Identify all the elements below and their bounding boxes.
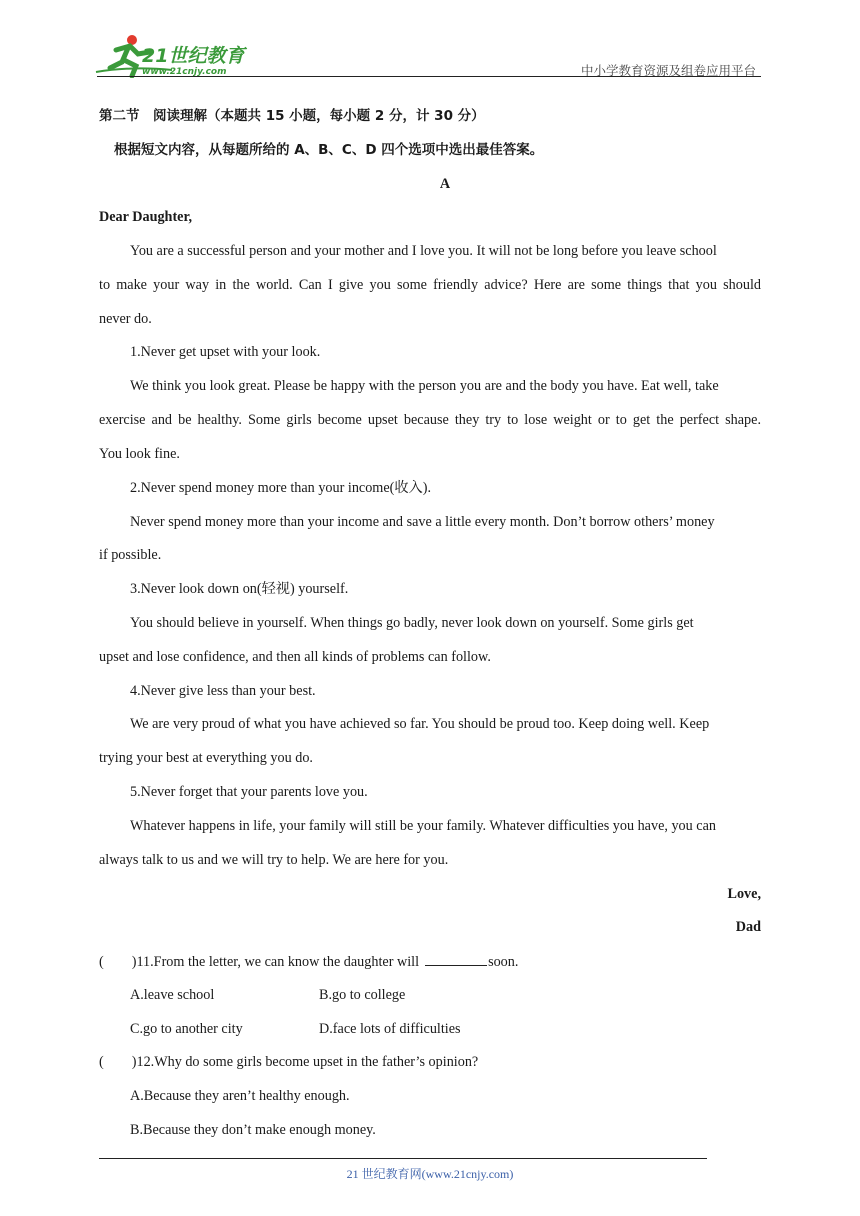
letter-greeting: Dear Daughter,	[99, 209, 193, 225]
letter-line: You are a successful person and your mother and I love you. It will not be long before you leave school	[130, 243, 717, 259]
advice-heading-5: 5.Never forget that your parents love you.	[130, 784, 368, 800]
advice-heading-2: 2.Never spend money more than your income(收入).	[130, 480, 432, 496]
question-stem: 11.From the letter, we can know the daughter will	[136, 954, 420, 970]
answer-paren-close: )	[131, 954, 137, 970]
answer-paren-close: )	[131, 1054, 137, 1070]
advice-heading-1: 1.Never get upset with your look.	[130, 344, 321, 360]
letter-line: You should believe in yourself. When things go badly, never look down on yourself. Some girls get	[130, 615, 694, 631]
passage-label: A	[439, 176, 451, 192]
letter-line: Never spend money more than your income and save a little every month. Don’t borrow others’ money	[130, 514, 715, 530]
option-b: B.Because they don’t make enough money.	[130, 1122, 376, 1138]
section-title: 第二节 阅读理解（本题共 15 小题，每小题 2 分，计 30 分）	[99, 108, 485, 124]
letter-line: trying your best at everything you do.	[99, 750, 313, 766]
letter-line: We are very proud of what you have achieved so far. You should be proud too. Keep doing well. Keep	[130, 716, 710, 732]
option-a: A.Because they aren’t healthy enough.	[130, 1088, 350, 1104]
site-logo	[92, 32, 262, 78]
letter-line: always talk to us and we will try to help. We are here for you.	[99, 852, 449, 868]
letter-line: We think you look great. Please be happy with the person you are and the body you have. Eat well, take	[130, 378, 719, 394]
advice-heading-3: 3.Never look down on(轻视) yourself.	[130, 581, 349, 597]
question-stem: 12.Why do some girls become upset in the father’s opinion?	[136, 1054, 479, 1070]
letter-line: Whatever happens in life, your family will still be your family. Whatever difficulties you have, you can	[130, 818, 716, 834]
option-d: D.face lots of difficulties	[319, 1021, 461, 1037]
footer-divider	[99, 1158, 707, 1159]
answer-paren-open: (	[99, 1054, 104, 1070]
question-11	[99, 951, 518, 972]
option-c: C.go to another city	[130, 1021, 243, 1037]
logo-url: www.21cnjy.com	[142, 67, 227, 77]
letter-closing: Love,	[727, 886, 761, 902]
section-instruction: 根据短文内容，从每题所给的 A、B、C、D 四个选项中选出最佳答案。	[114, 142, 544, 158]
question-stem-end: soon.	[488, 954, 519, 970]
footer-text: 21 世纪教育网(www.21cnjy.com)	[346, 1167, 514, 1181]
letter-line: to make your way in the world. Can I give you some friendly advice? Here are some things that you should	[99, 277, 761, 293]
letter-line: never do.	[99, 311, 152, 327]
letter-line: exercise and be healthy. Some girls become upset because they try to lose weight or to get the perfect shape.	[99, 412, 761, 428]
answer-paren-open: (	[99, 954, 104, 970]
letter-signature: Dad	[735, 919, 761, 935]
runner-logo-icon	[92, 32, 262, 78]
letter-line: upset and lose confidence, and then all kinds of problems can follow.	[99, 649, 491, 665]
question-12	[99, 1052, 478, 1072]
option-a: A.leave school	[130, 987, 215, 1003]
letter-line: if possible.	[99, 547, 162, 563]
fill-in-blank[interactable]	[425, 951, 487, 966]
advice-heading-4: 4.Never give less than your best.	[130, 683, 316, 699]
header-platform-text: 中小学教育资源及组卷应用平台	[580, 63, 756, 78]
option-b: B.go to college	[319, 987, 406, 1003]
logo-text: 21世纪教育	[142, 45, 245, 67]
header-divider	[97, 76, 761, 77]
letter-line: You look fine.	[99, 446, 180, 462]
option-row	[130, 985, 214, 1005]
